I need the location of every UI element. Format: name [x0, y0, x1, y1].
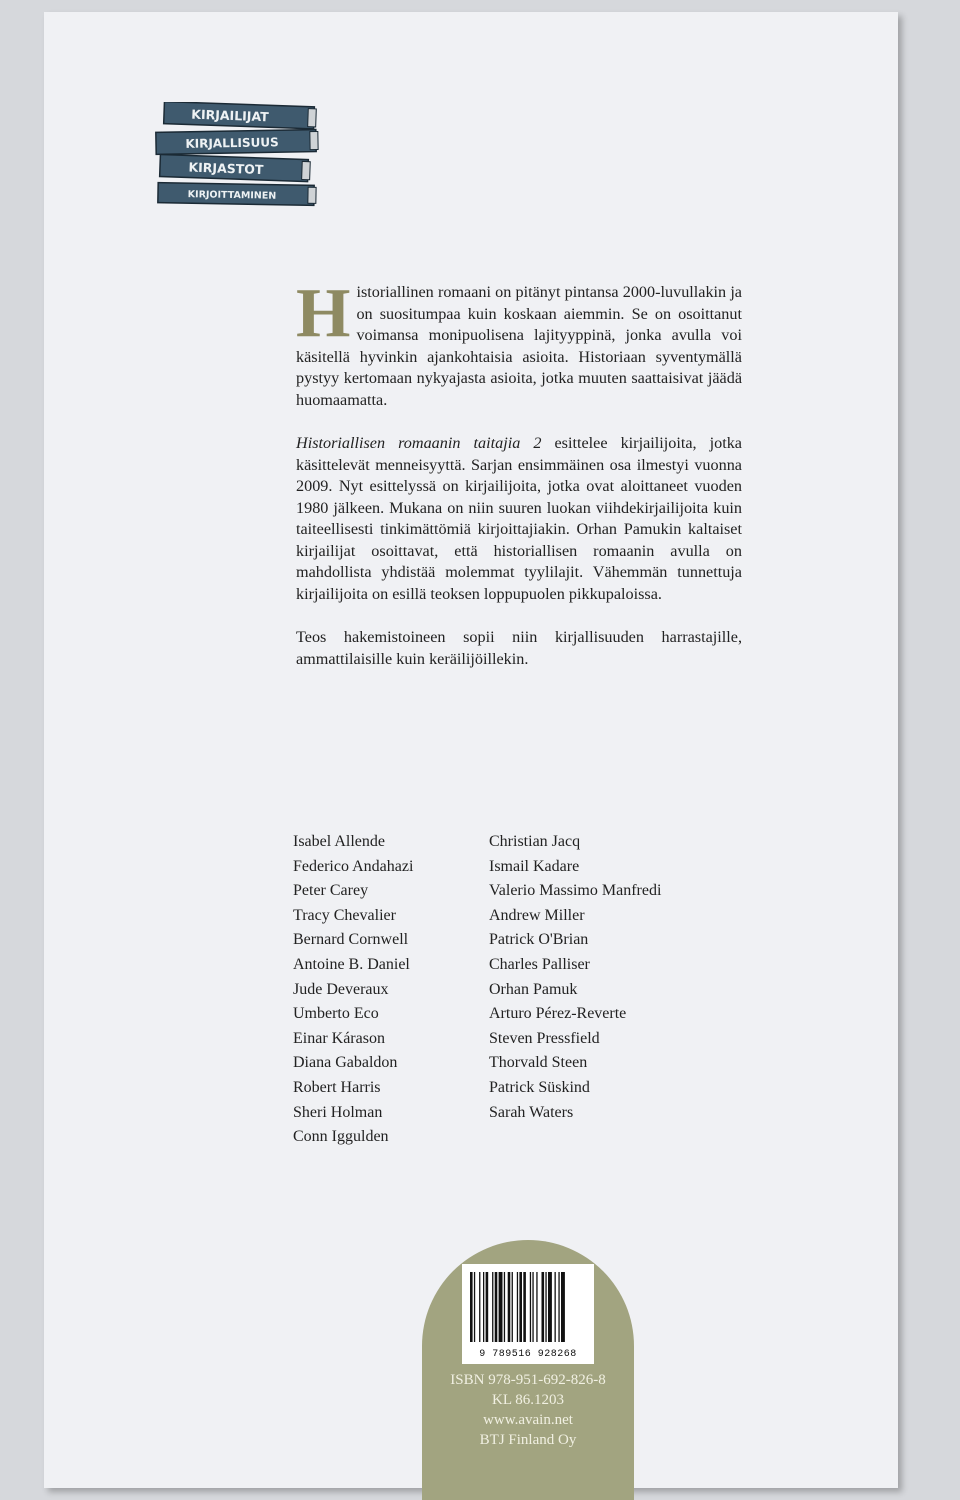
book-back-cover	[44, 12, 898, 1488]
author-name: Orhan Pamuk	[489, 980, 578, 998]
barcode-icon	[462, 1264, 594, 1348]
intro-paragraph	[296, 275, 742, 411]
author-name: Isabel Allende	[293, 833, 385, 850]
author-name: Robert Harris	[293, 1078, 381, 1096]
third-paragraph: Teos hakemistoineen sopii niin kirjallisuuden harrastajille, ammattilaisille kuin keräilijöillekin.	[296, 628, 742, 668]
author-name: Bernard Cornwell	[293, 931, 409, 949]
author-name: Patrick O'Brian	[489, 931, 589, 949]
barcode-digits: 9 789516 928268	[479, 1349, 577, 1360]
logo-book-4: KIRJOITTAMINEN	[187, 189, 277, 202]
author-name: Conn Iggulden	[293, 1128, 389, 1146]
author-list	[293, 830, 685, 1150]
barcode-panel	[422, 1240, 634, 1500]
author-name: Sarah Waters	[489, 1103, 574, 1121]
books-stack-logo	[152, 102, 322, 214]
logo-book-3: KIRJASTOT	[188, 159, 264, 178]
website: www.avain.net	[483, 1412, 573, 1428]
author-name: Charles Palliser	[489, 955, 590, 973]
author-name: Steven Pressfield	[489, 1029, 600, 1047]
second-paragraph	[296, 433, 742, 605]
author-name: Einar Kárason	[293, 1029, 385, 1047]
logo-book-2: KIRJALLISUUS	[185, 135, 279, 151]
author-name: Valerio Massimo Manfredi	[489, 882, 662, 900]
author-name: Andrew Miller	[489, 906, 585, 924]
classification: KL 86.1203	[492, 1392, 564, 1408]
author-name: Peter Carey	[293, 882, 369, 900]
author-name: Jude Deveraux	[293, 980, 389, 998]
isbn: ISBN 978-951-692-826-8	[450, 1372, 606, 1388]
book-title: Historiallisen romaanin taitajia 2	[296, 434, 542, 452]
author-name: Umberto Eco	[293, 1005, 379, 1023]
barcode	[462, 1264, 594, 1364]
drop-cap: H	[296, 275, 351, 352]
author-name: Thorvald Steen	[489, 1054, 588, 1072]
publication-info	[422, 1370, 634, 1450]
author-name: Tracy Chevalier	[293, 906, 396, 924]
logo-book-1: KIRJAILIJAT	[191, 106, 269, 125]
author-column-right	[489, 830, 685, 1150]
author-column-left	[293, 830, 489, 1150]
author-name: Federico Andahazi	[293, 857, 414, 875]
publisher: BTJ Finland Oy	[479, 1432, 577, 1448]
author-name: Patrick Süskind	[489, 1078, 590, 1096]
author-name: Christian Jacq	[489, 833, 581, 850]
author-name: Antoine B. Daniel	[293, 955, 410, 973]
intro-paragraph-text: istoriallinen romaani on pitänyt pintansa 2000-luvullakin ja on suositumpaa kuin koskaan aiemmin. Se on osoittanut voimansa monipuolisena lajityyppinä, jonka avulla voi käsitellä hyvinkin ajankohtaisia asioita. Historiaan syventymällä pystyy kertomaan nykyajasta asioita, jotka muuten saattaisivat jäädä huomaamatta.	[296, 283, 742, 409]
author-name: Arturo Pérez-Reverte	[489, 1005, 627, 1023]
description-text	[296, 275, 742, 692]
second-paragraph-text: esittelee kirjailijoita, jotka käsittelevät menneisyyttä. Sarjan ensimmäinen osa ilmestyi vuonna 2009. Nyt esittelyssä on kirjailijoita, jotka ovat aloittaneet vuoden 1980 jälkeen. Mukana on niin suuren luokan viihdekirjailijoita kuin taiteellisesti tinkimättömiä kirjoittajiakin. Orhan Pamukin kaltaiset kirjailijat osoittavat, että historiallisen romaanin avulla on mahdollista yhdistää molemmat tyylilajit. Vähemmän tunnettuja kirjailijoita on esillä teoksen loppupuolen pikkupaloissa.	[296, 434, 742, 603]
author-name: Diana Gabaldon	[293, 1054, 398, 1072]
author-name: Sheri Holman	[293, 1103, 383, 1121]
author-name: Ismail Kadare	[489, 857, 580, 875]
